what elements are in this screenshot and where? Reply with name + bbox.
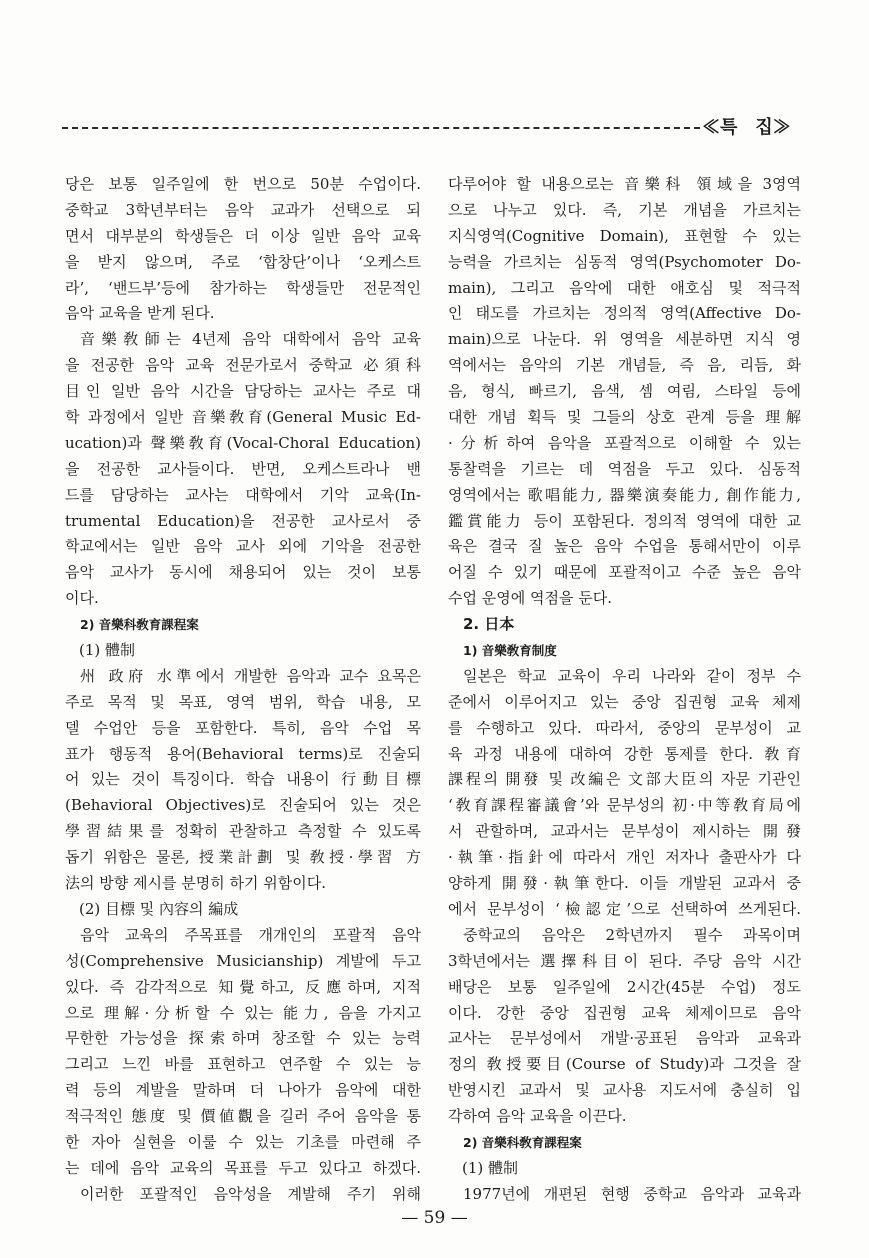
- left-column: [65, 172, 421, 1208]
- body-text-line: 을 전공한 음악 교육 전문가로서 중학교 必須科: [65, 356, 421, 375]
- body-text-line: 수업 운영에 역점을 둔다.: [448, 589, 612, 608]
- body-text-line: 한 자아 실현을 이룰 수 있는 기초를 마련해 주: [65, 1132, 421, 1151]
- chapter-heading: 2. 日本: [463, 615, 515, 634]
- body-text-line: 육 과정 내용에 대하여 강한 통제를 한다. 敎育: [448, 744, 801, 763]
- body-text-line: 音樂敎師는 4년제 음악 대학에서 음악 교육: [80, 330, 421, 349]
- section-label: ≪특 집≫: [702, 117, 791, 138]
- body-text-line: 어질 수 있기 때문에 포괄적이고 수준 높은 음악: [448, 563, 801, 582]
- body-text-line: 드를 담당하는 교사는 대학에서 기악 교육(In-: [65, 485, 421, 504]
- body-text-line: 음악 교육을 받게 된다.: [65, 304, 215, 323]
- body-text-line: 배당은 보통 일주일에 2시간(45분 수업) 정도: [448, 977, 801, 996]
- body-text-line: 으로 나누고 있다. 즉, 기본 개념을 가르치는: [448, 200, 801, 219]
- body-text-line: 통찰력을 기르는 데 역점을 두고 있다. 심동적: [448, 459, 801, 478]
- section-heading: 1) 音樂敎育制度: [463, 643, 557, 659]
- body-text-line: 을 전공한 교사들이다. 반면, 오케스트라나 밴: [65, 459, 421, 478]
- body-text-line: 학교에서는 일반 음악 교사 외에 기악을 전공한: [65, 537, 421, 556]
- body-text-line: 다루어야 할 내용으로는 音樂科 領域을 3영역: [448, 175, 801, 193]
- body-text-line: ‘敎育課程審議會’와 문부성의 初·中等敎育局에: [448, 796, 801, 815]
- right-column: [448, 172, 801, 1208]
- body-text-line: 으로 理解·分析할 수 있는 能力, 음을 가지고: [65, 1003, 421, 1022]
- body-text-line: 학 과정에서 일반 音樂敎育(General Music Ed-: [65, 408, 421, 427]
- body-text-line: 면서 대부분의 학생들은 더 이상 일반 음악 교육: [65, 226, 421, 245]
- body-text-line: 당은 보통 일주일에 한 번으로 50분 수업이다.: [65, 175, 421, 193]
- body-text-line: 주로 목적 및 목표, 영역 범위, 학습 내용, 모: [65, 692, 421, 711]
- body-text-line: 성(Comprehensive Musicianship) 계발에 두고: [65, 951, 421, 970]
- body-text-line: 法의 방향 제시를 분명히 하기 위함이다.: [65, 874, 326, 893]
- header-dashed-rule: [62, 127, 700, 129]
- body-text-line: 1977년에 개편된 현행 중학교 음악과 교육과: [463, 1184, 801, 1203]
- subsection-heading: (1) 體制: [462, 1158, 519, 1177]
- body-text-line: 양하게 開發·執筆한다. 이들 개발된 교과서 중: [448, 874, 801, 893]
- body-text-line: 준에서 이루어지고 있는 중앙 집권형 교육 체제: [448, 692, 801, 711]
- body-text-line: 서 관할하며, 교과서는 문부성이 제시하는 開發: [448, 822, 801, 841]
- body-text-line: 를 수행하고 있다. 따라서, 중앙의 문부성이 교: [448, 718, 801, 737]
- body-text-line: 인 태도를 가르치는 정의적 영역(Affective Do-: [448, 304, 801, 323]
- body-text-line: 무한한 가능성을 探索하며 창조할 수 있는 능력: [65, 1029, 421, 1048]
- body-text-line: (Behavioral Objectives)로 진술되어 있는 것은: [65, 796, 421, 815]
- body-text-line: trumental Education)을 전공한 교사로서 중: [65, 511, 421, 530]
- body-text-line: 육은 결국 질 높은 음악 수업을 통해서만이 이루: [448, 537, 801, 556]
- body-text-line: 적극적인 態度 및 價値觀을 길러 주어 음악을 통: [65, 1107, 421, 1126]
- body-text-line: 력 등의 계발을 말하며 더 나아가 음악에 대한: [65, 1081, 421, 1100]
- body-text-line: 음악 교육의 주목표를 개개인의 포괄적 음악: [80, 925, 421, 944]
- body-text-line: ·分析하여 음악을 포괄적으로 이해할 수 있는: [448, 433, 801, 452]
- body-text-line: 영역에서는 歌唱能力, 器樂演奏能力, 創作能力,: [448, 485, 801, 504]
- body-text-line: 鑑賞能力 등이 포함된다. 정의적 영역에 대한 교: [448, 511, 801, 530]
- body-text-line: 일본은 학교 교육이 우리 나라와 같이 정부 수: [463, 666, 801, 685]
- body-text-line: 각하여 음악 교육을 이끈다.: [448, 1107, 627, 1126]
- body-text-line: 에서 문부성이 ‘檢認定’으로 선택하여 쓰게된다.: [448, 899, 801, 918]
- body-text-line: 정의 敎授要目(Course of Study)과 그것을 잘: [448, 1055, 801, 1074]
- body-text-line: 반영시킨 교과서 및 교사용 지도서에 충실히 입: [448, 1081, 801, 1100]
- body-text-line: 델 수업안 등을 포함한다. 특히, 음악 수업 목: [65, 718, 421, 737]
- body-text-line: 능력을 가르치는 심동적 영역(Psychomoter Do-: [448, 252, 801, 271]
- body-text-line: ucation)과 聲樂敎育(Vocal-Choral Education): [65, 433, 421, 452]
- body-text-line: 그리고 느낀 바를 표현하고 연주할 수 있는 능: [65, 1055, 421, 1074]
- section-heading: 2) 音樂科敎育課程案: [463, 1134, 582, 1150]
- body-text-line: 目인 일반 음악 시간을 담당하는 교사는 주로 대: [65, 382, 421, 401]
- body-text-line: main)으로 나눈다. 위 영역을 세분하면 지식 영: [448, 330, 801, 349]
- body-text-line: 이다. 강한 중앙 집권형 교육 체제이므로 음악: [448, 1003, 801, 1022]
- body-text-line: ·執筆·指針에 따라서 개인 저자나 출판사가 다: [448, 848, 801, 867]
- body-text-line: 중학교 3학년부터는 음악 교과가 선택으로 되: [65, 200, 421, 219]
- body-text-line: 음, 형식, 빠르기, 음색, 셈 여림, 스타일 등에: [448, 382, 801, 401]
- body-text-line: 표가 행동적 용어(Behavioral terms)로 진술되: [65, 744, 421, 763]
- body-text-line: 교사는 문부성에서 개발·공표된 음악과 교육과: [448, 1029, 801, 1048]
- body-text-line: 3학년에서는 選擇科目이 된다. 주당 음악 시간: [448, 951, 801, 970]
- section-heading: 2) 音樂科敎育課程案: [80, 617, 199, 633]
- body-text-line: 을 받지 않으며, 주로 ‘합창단’이나 ‘오케스트: [65, 252, 421, 271]
- body-text-line: 대한 개념 획득 및 그들의 상호 관계 등을 理解: [448, 408, 801, 427]
- body-text-line: 있다. 즉 감각적으로 知覺하고, 反應하며, 지적: [65, 977, 421, 996]
- body-text-line: main), 그리고 음악에 대한 애호심 및 적극적: [448, 278, 801, 297]
- body-text-line: 중학교의 음악은 2학년까지 필수 과목이며: [463, 925, 801, 944]
- body-text-line: 州 政府 水準에서 개발한 음악과 교수 요목은: [80, 666, 421, 685]
- body-text-line: 이러한 포괄적인 음악성을 계발해 주기 위해: [80, 1184, 421, 1203]
- body-text-line: 는 데에 음악 교육의 목표를 두고 있다고 하겠다.: [65, 1158, 421, 1177]
- page-number: — 59 —: [401, 1208, 468, 1228]
- body-text-line: 음악 교사가 동시에 채용되어 있는 것이 보통: [65, 563, 421, 582]
- body-text-line: 역에서는 음악의 기본 개념들, 즉 음, 리듬, 화: [448, 356, 801, 375]
- body-text-line: 지식영역(Cognitive Domain), 표현할 수 있는: [448, 226, 801, 245]
- body-text-line: 라’, ‘밴드부’등에 참가하는 학생들만 전문적인: [65, 278, 421, 297]
- body-text-line: 돕기 위함은 물론, 授業計劃 및 敎授·學習 方: [65, 848, 421, 867]
- body-text-line: 學習結果를 정확히 관찰하고 측정할 수 있도록: [65, 822, 421, 841]
- body-text-line: 이다.: [65, 589, 99, 608]
- body-text-line: 課程의 開發 및 改編은 文部大臣의 자문 기관인: [448, 770, 801, 789]
- body-text-line: 어 있는 것이 특징이다. 학습 내용이 行動目標: [65, 770, 421, 789]
- subsection-heading: (2) 目標 및 內容의 編成: [79, 899, 239, 918]
- subsection-heading: (1) 體制: [79, 641, 136, 660]
